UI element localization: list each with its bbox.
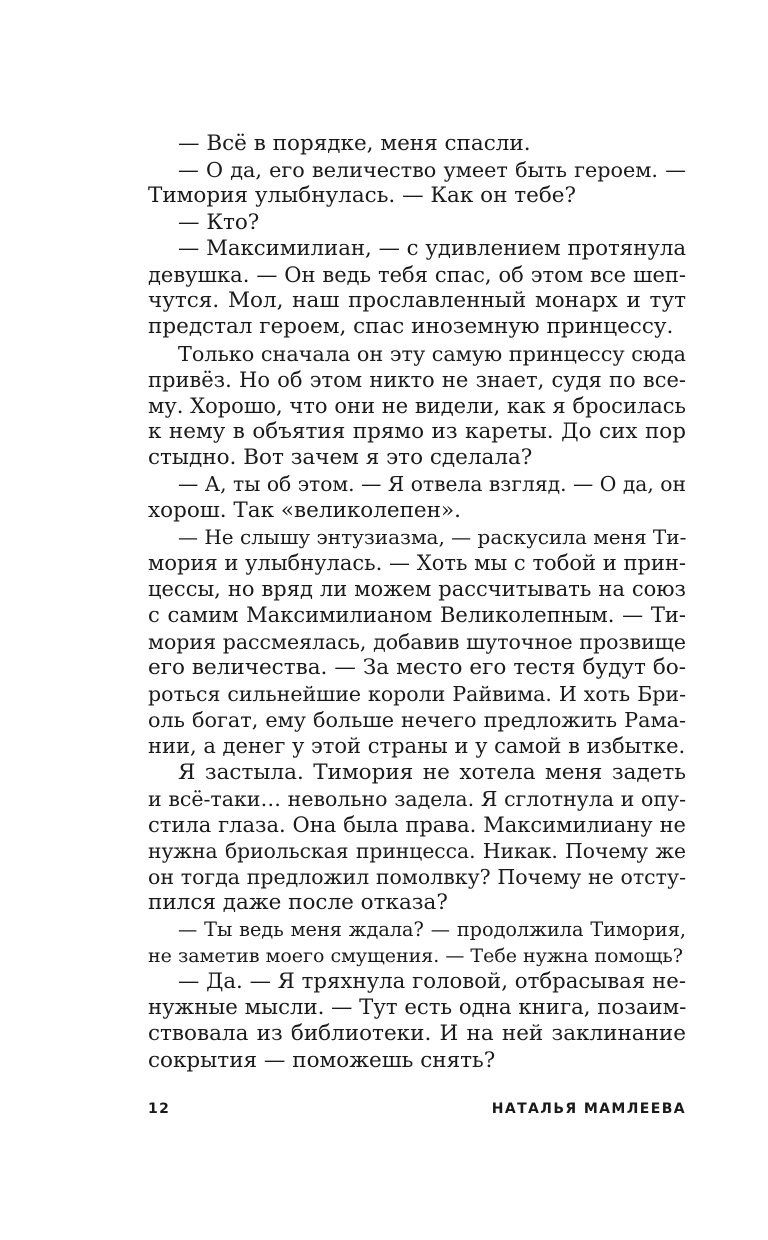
- text-line: нужна бриольская принцесса. Никак. Почему же: [148, 839, 686, 864]
- text-line: стила глаза. Она была права. Максимилиану не: [148, 812, 686, 837]
- text-line: сокрытия — поможешь снять?: [148, 1047, 496, 1073]
- text-line: нии, а денег у этой страны и у самой в избытке.: [148, 734, 686, 759]
- text-line: — Да. — Я тряхнула головой, отбрасывая не-: [178, 969, 686, 994]
- text-line: предстал героем, спас иноземную принцессу.: [148, 314, 674, 340]
- text-line: — Кто?: [178, 209, 260, 235]
- text-line: — Ты ведь меня ждала? — продолжила Тимория,: [178, 917, 686, 941]
- text-line: ствовала из библиотеки. И на ней заклинание: [148, 1021, 686, 1047]
- text-line: роться сильнейшие короли Райвима. И хоть Бри-: [148, 681, 686, 706]
- text-line: привёз. Но об этом никто не знает, судя по все-: [148, 367, 686, 392]
- text-line: цессы, но вряд ли можем рассчитывать на союз: [148, 577, 686, 602]
- text-line: — А, ты об этом. — Я отвела взгляд. — О да, он: [178, 472, 686, 497]
- running-head-author: НАТАЛЬЯ МАМЛЕЕВА: [491, 1101, 686, 1117]
- text-line: — Не слышу энтузиазма, — раскусила меня Ти-: [178, 524, 687, 549]
- text-line: мория и улыбнулась. — Хоть мы с тобой и прин-: [148, 551, 686, 575]
- text-line: Тимория улыбнулась. — Как он тебе?: [148, 183, 577, 209]
- text-line: и всё-таки… невольно задела. Я сглотнула и опу-: [148, 786, 686, 811]
- text-line: стыдно. Вот зачем я это сделала?: [148, 445, 533, 471]
- text-line: — О да, его величество умеет быть героем. —: [178, 158, 686, 183]
- text-line: девушка. — Он ведь тебя спас, об этом все шеп-: [148, 262, 686, 287]
- text-line: хорош. Так «великолепен».: [148, 497, 461, 523]
- text-line: му. Хорошо, что они не видели, как я бросилась: [148, 393, 686, 418]
- page-footer: [148, 1101, 686, 1127]
- text-line: не заметив моего смущения. — Тебе нужна помощь?: [148, 944, 683, 967]
- text-line: Я застыла. Тимория не хотела меня задеть: [178, 759, 686, 785]
- page-number: 12: [148, 1101, 171, 1117]
- body-text: [148, 131, 686, 1074]
- text-line: он тогда предложил помолвку? Почему не отсту-: [148, 865, 686, 890]
- text-line: чутся. Мол, наш прославленный монарх и тут: [148, 288, 686, 314]
- text-line: его величества. — За место его тестя будут бо-: [148, 654, 686, 680]
- text-line: пился даже после отказа?: [148, 890, 448, 916]
- text-line: с самим Максимилианом Великолепным. — Ти-: [148, 603, 686, 628]
- text-line: нужные мысли. — Тут есть одна книга, позаим-: [148, 995, 687, 1021]
- text-line: оль богат, ему больше нечего предложить Рама-: [148, 708, 686, 733]
- text-line: Только сначала он эту самую принцессу сюда: [178, 341, 687, 366]
- text-line: к нему в объятия прямо из кареты. До сих пор: [148, 419, 686, 445]
- text-line: — Всё в порядке, меня спасли.: [178, 131, 531, 156]
- text-line: — Максимилиан, — с удивлением протянула: [178, 235, 686, 261]
- text-line: мория рассмеялась, добавив шуточное прозвище: [148, 629, 686, 654]
